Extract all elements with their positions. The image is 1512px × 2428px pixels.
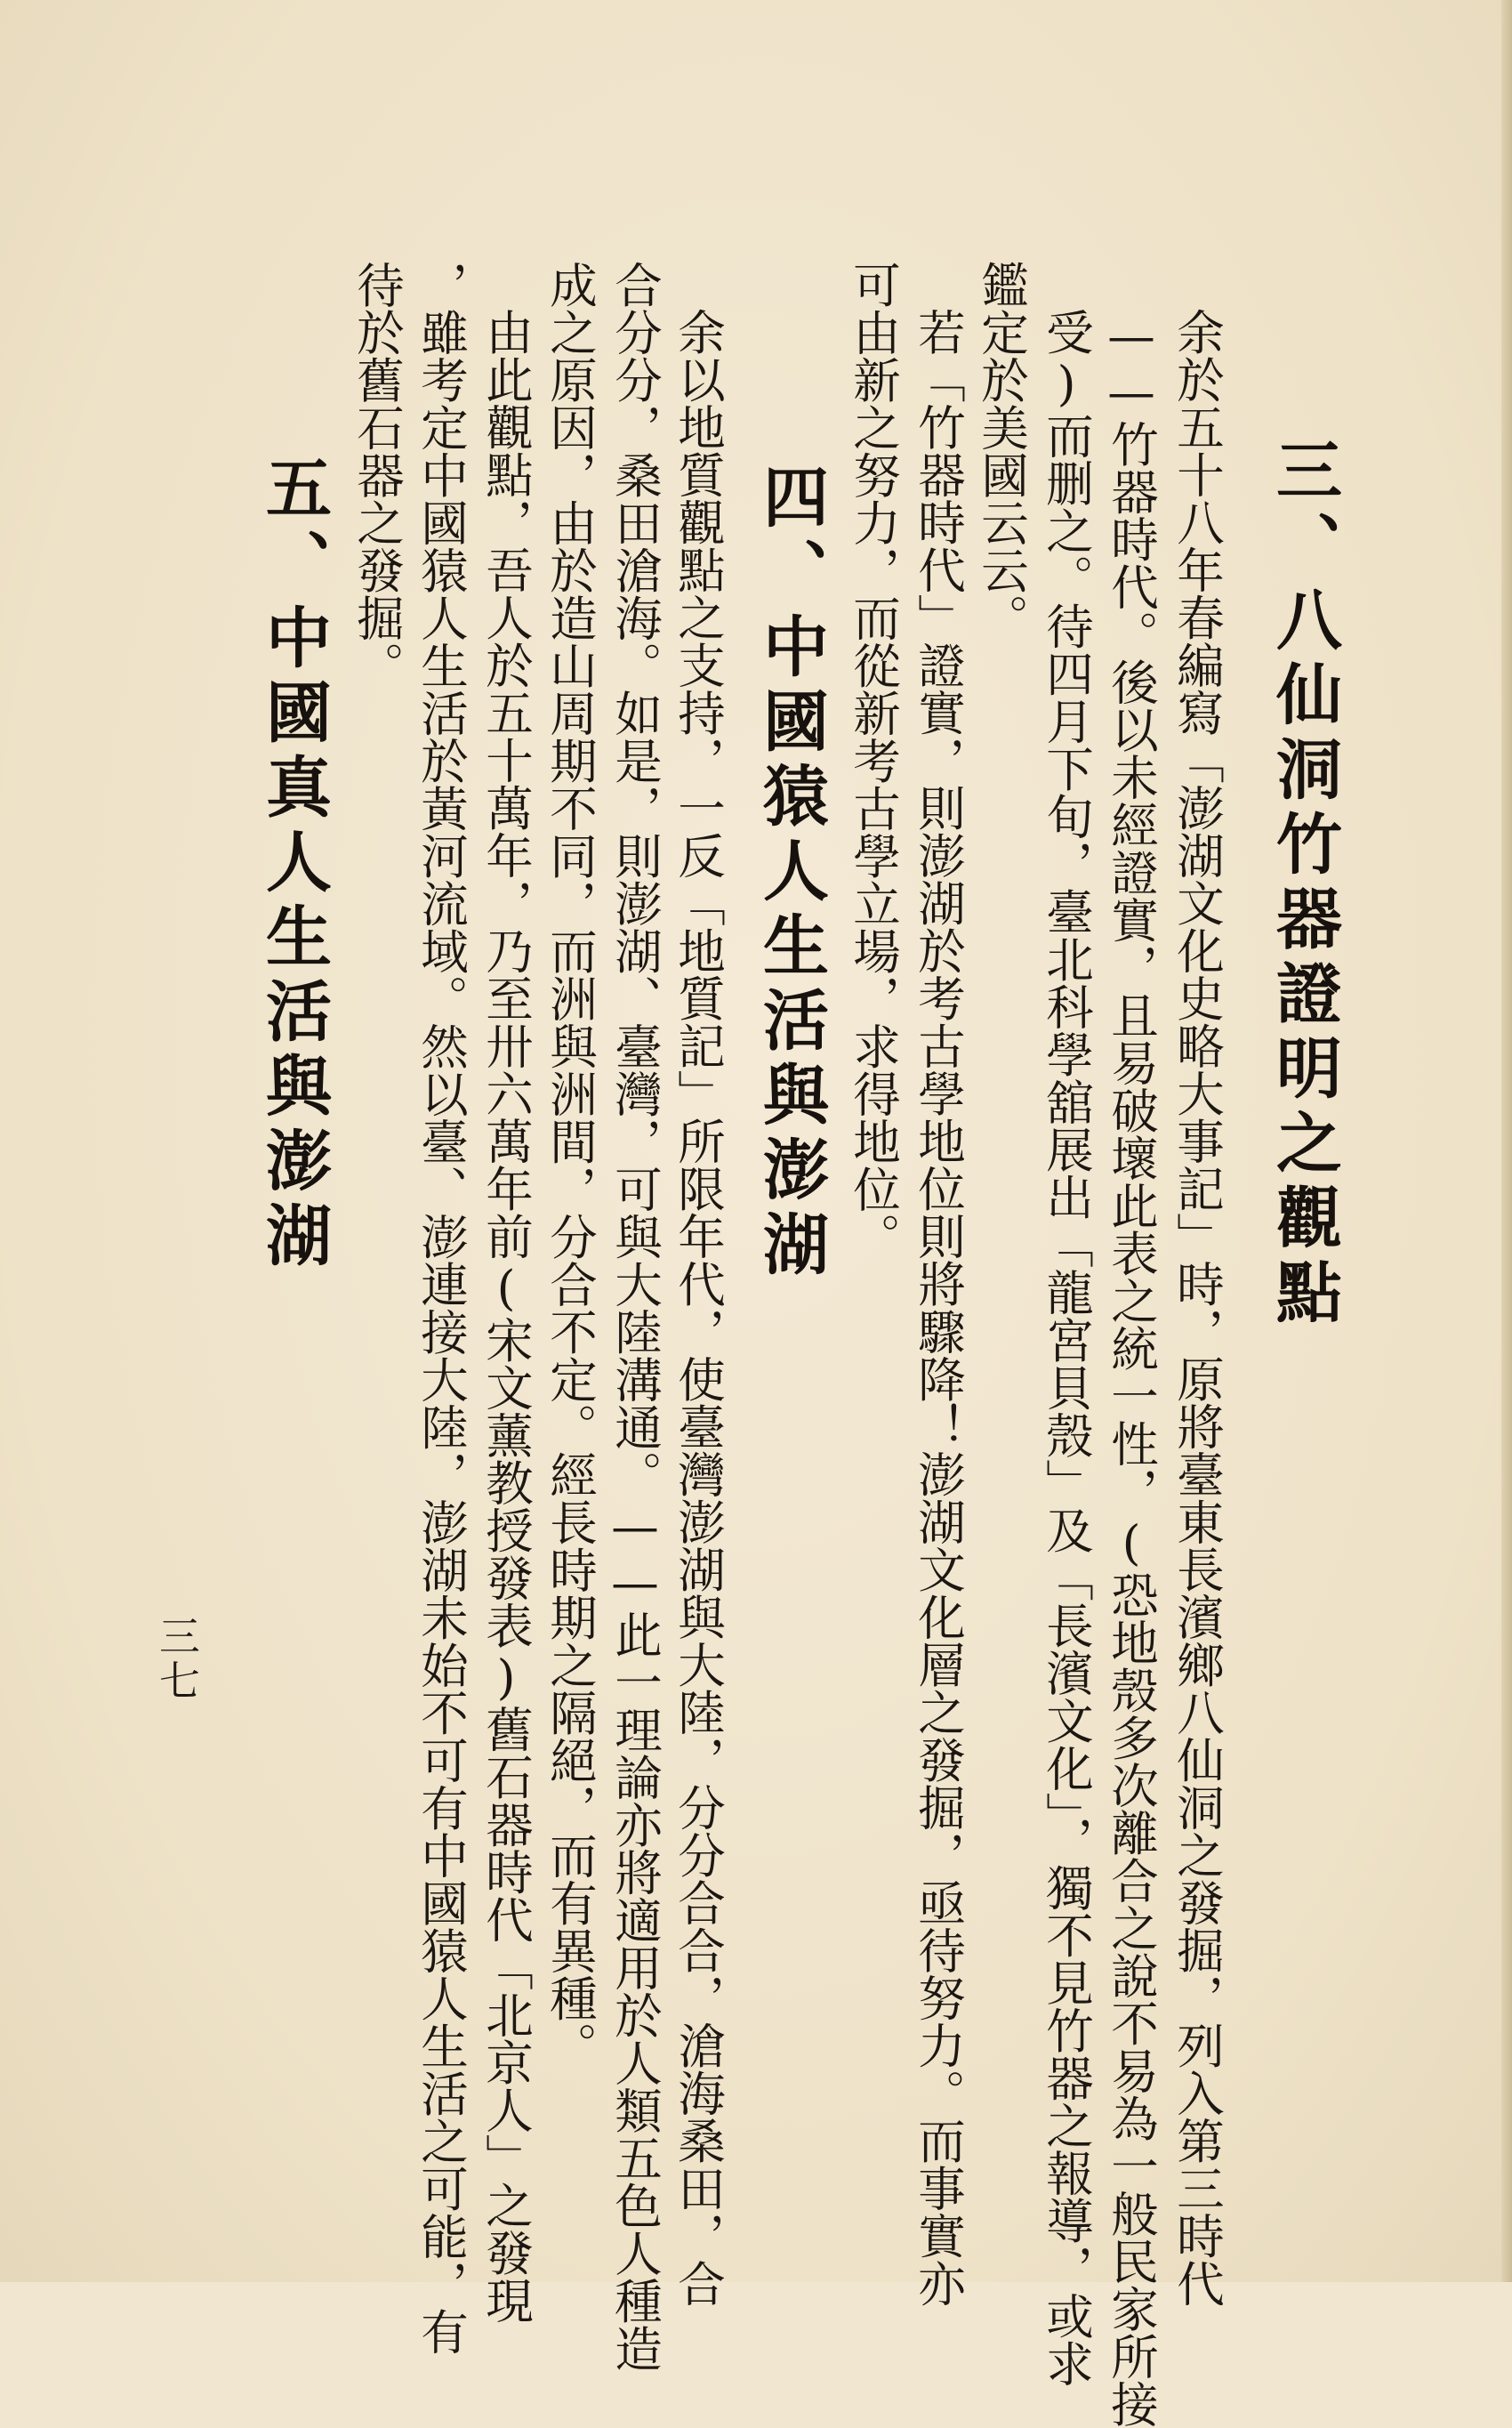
section-heading-4: 四、中國猿人生活與澎湖 — [752, 463, 829, 1285]
paragraph-line: 成之原因，由於造山周期不同，而洲與洲間，分合不定。經長時期之隔絕，而有異種。 — [542, 261, 599, 2069]
paragraph-line: 鑑定於美國云云。 — [973, 261, 1030, 641]
paragraph-line: 若「竹器時代」證實，則澎湖於考古學地位則將驟降！澎湖文化層之發掘，亟待努力。而事實亦 — [910, 308, 967, 2307]
paragraph-line: 由此觀點，吾人於五十萬年，乃至卅六萬年前(宋文薰教授發表)舊石器時代「北京人」之發現 — [478, 308, 535, 2324]
section-heading-5: 五、中國真人生活與澎湖 — [255, 454, 332, 1276]
page-number: 三七 — [153, 1615, 201, 1704]
section-heading-3: 三、八仙洞竹器證明之觀點 — [1266, 436, 1342, 1333]
page-edge — [1501, 0, 1512, 2282]
paragraph-line: 余以地質觀點之支持，一反「地質記」所限年代，使臺灣澎湖與大陸，分分合合，滄海桑田，合 — [670, 308, 727, 2307]
paragraph-line: 待於舊石器之發掘。 — [349, 261, 406, 690]
paragraph-line: 受)而删之。待四月下旬，臺北科學舘展出「龍宮貝殼」及「長濱文化」，獨不見竹器之報導，或求 — [1038, 308, 1095, 2387]
paragraph-line: ——竹器時代。後以未經證實，且易破壞此表之統一性，(恐地殼多次離合之說不易為一般民家所接 — [1103, 308, 1160, 2428]
paragraph-line: 余於五十八年春編寫「澎湖文化史略大事記」時，原將臺東長濱鄉八仙洞之發掘，列入第三時代 — [1169, 308, 1226, 2307]
paragraph-line: 可由新之努力，而從新考古學立場，求得地位。 — [845, 261, 902, 1261]
paragraph-line: ，雖考定中國猿人生活於黃河流域。然以臺、澎連接大陸，澎湖未始不可有中國猿人生活之可能，有 — [413, 261, 470, 2355]
paragraph-line: 合分分，桑田滄海。如是，則澎湖、臺灣，可與大陸溝通。——此一理論亦將適用於人類五色人種造 — [607, 261, 664, 2372]
